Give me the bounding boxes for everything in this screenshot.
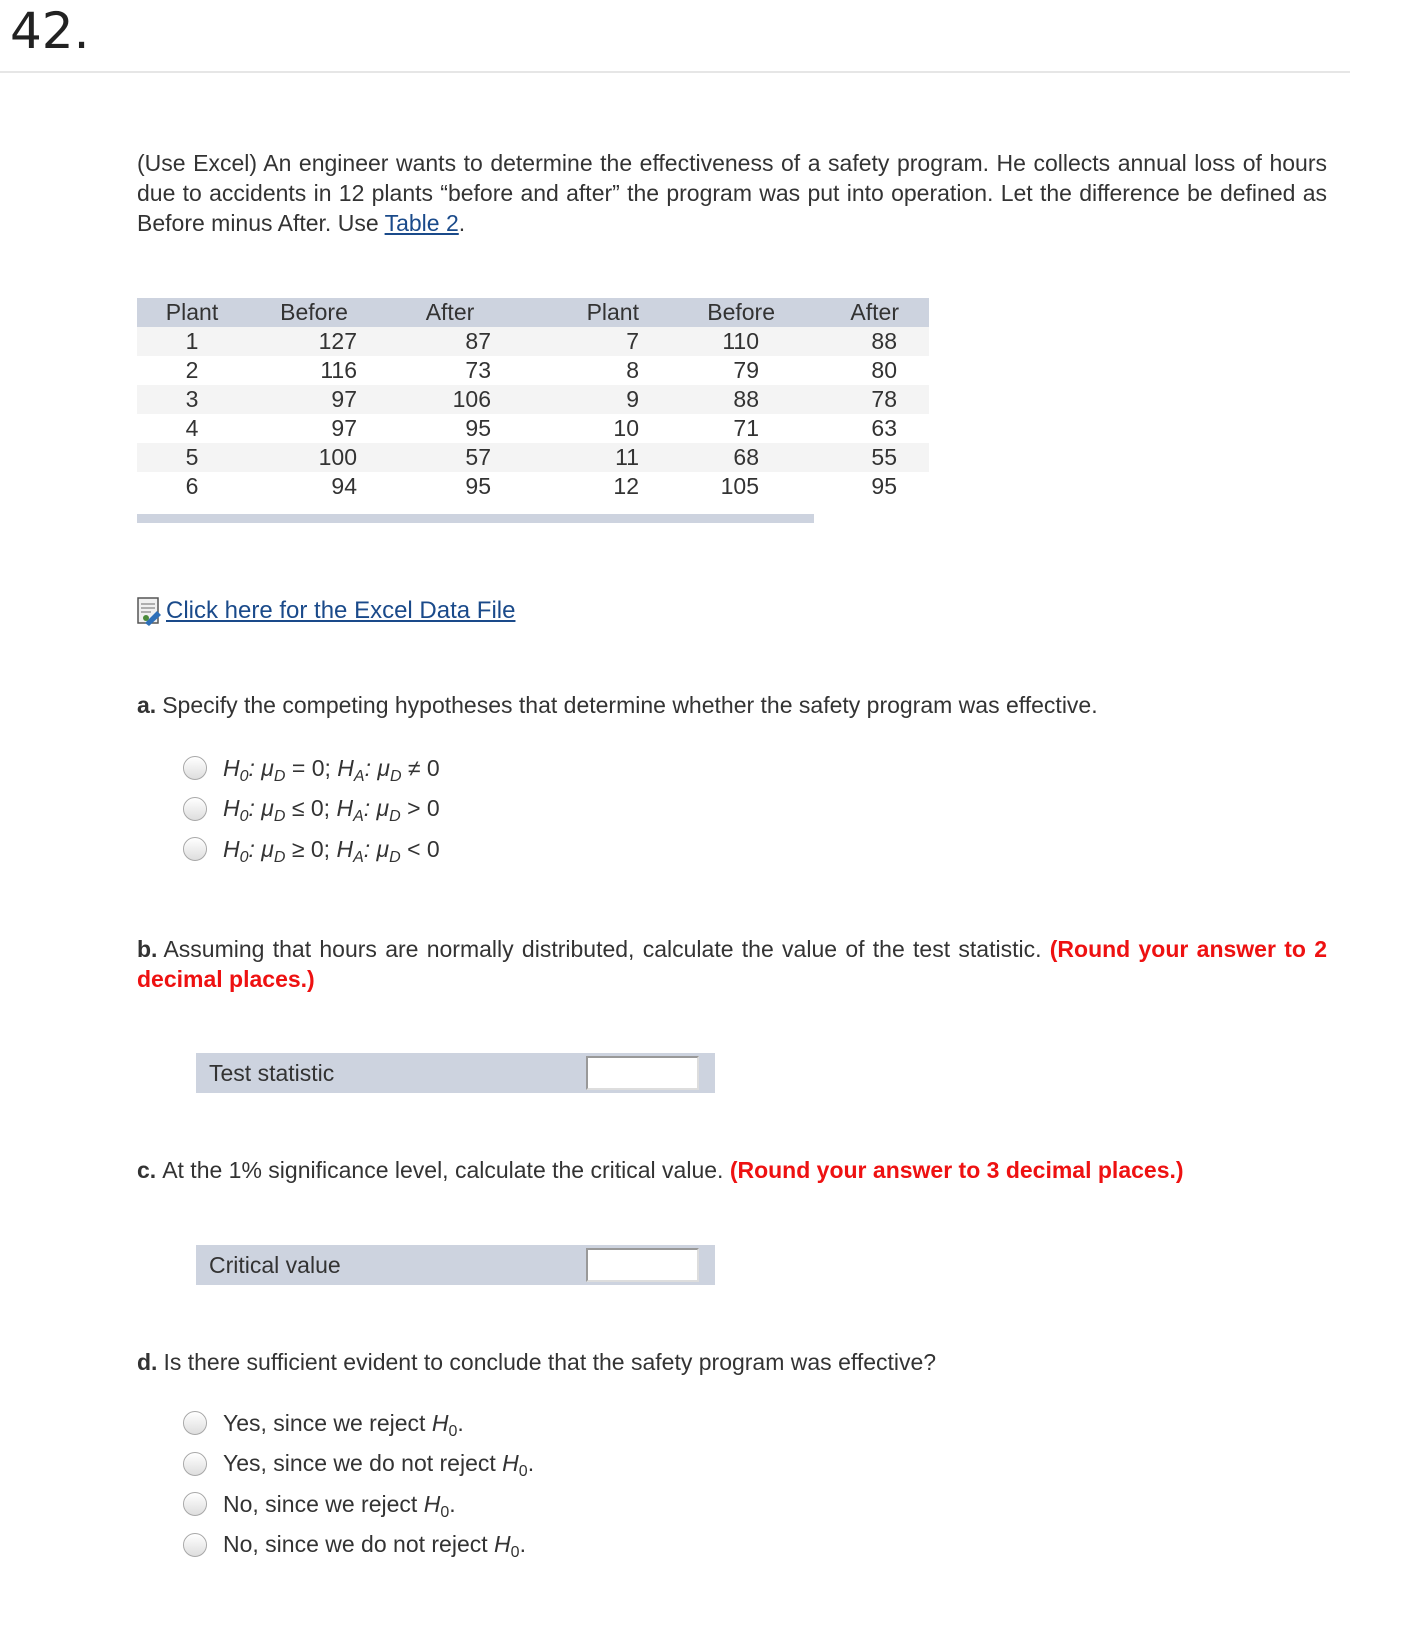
table-2-link[interactable]: Table 2: [384, 210, 459, 236]
mu-symbol: : μ: [364, 754, 390, 781]
table-row: [137, 356, 929, 385]
table-cell: 95: [381, 414, 519, 443]
radio-button[interactable]: [183, 837, 207, 861]
critical-value-input[interactable]: [586, 1248, 699, 1282]
table-cell: 6: [137, 472, 247, 501]
h0-symbol: H: [223, 795, 240, 822]
table-row: [137, 472, 929, 501]
table-cell: 2: [137, 356, 247, 385]
conclusion-text: [223, 1450, 535, 1481]
hypothesis-text: [223, 795, 440, 826]
hypothesis-option[interactable]: [183, 789, 440, 830]
mu-symbol: : μ: [248, 754, 274, 781]
h0-symbol: H: [223, 754, 240, 781]
table-cell: 71: [649, 414, 781, 443]
table-cell: 80: [781, 356, 929, 385]
part-a-prompt: [137, 690, 1327, 720]
h0-subscript: 0: [518, 1463, 528, 1481]
part-b-instruction: (Round your answer to 2 decimal places.): [137, 936, 1327, 992]
radio-button[interactable]: [183, 1533, 207, 1557]
hypothesis-option[interactable]: [183, 748, 440, 789]
radio-button[interactable]: [183, 1411, 207, 1435]
mu-symbol: : μ: [363, 795, 390, 822]
table-cell: 8: [519, 356, 649, 385]
radio-button[interactable]: [183, 1452, 207, 1476]
table-cell: 79: [649, 356, 781, 385]
part-d-prompt: [137, 1347, 1327, 1377]
h0-symbol: H: [494, 1531, 511, 1558]
table-cell: 1: [137, 327, 247, 356]
data-table: [137, 298, 929, 501]
part-b-label: b.: [137, 936, 158, 962]
excel-link-text[interactable]: Click here for the Excel Data File: [166, 597, 516, 624]
table-cell: 88: [781, 327, 929, 356]
mu-subscript: D: [389, 808, 401, 826]
table-row: [137, 414, 929, 443]
h0-subscript: 0: [239, 767, 249, 785]
question-number: 42.: [10, 2, 90, 60]
mu-subscript: D: [273, 848, 286, 866]
table-cell: 7: [519, 327, 649, 356]
h0-subscript: 0: [239, 808, 249, 826]
excel-data-link[interactable]: [137, 596, 515, 626]
part-c-text: At the 1% significance level, calculate the critical value.: [162, 1157, 730, 1183]
table-header: After: [381, 298, 519, 327]
question-intro: [137, 148, 1327, 238]
part-a-options: [183, 748, 440, 870]
ha-value: ≠ 0: [401, 754, 440, 781]
table-header: Plant: [519, 298, 649, 327]
table-header: Plant: [137, 298, 247, 327]
ha-subscript: A: [353, 767, 365, 785]
hypothesis-text: [223, 754, 440, 785]
conclusion-text: [223, 1531, 526, 1562]
table-cell: 116: [247, 356, 381, 385]
h0-value: = 0;: [285, 754, 338, 781]
part-b-text: Assuming that hours are normally distributed, calculate the value of the test statistic.: [163, 936, 1050, 962]
conclusion-option[interactable]: [183, 1484, 534, 1525]
conclusion-text: [223, 1409, 464, 1440]
h0-symbol: H: [223, 835, 240, 862]
ha-value: < 0: [400, 835, 440, 862]
table-header: Before: [247, 298, 381, 327]
period: .: [519, 1531, 526, 1558]
mu-symbol: : μ: [248, 795, 274, 822]
excel-file-icon: [137, 596, 163, 626]
radio-button[interactable]: [183, 756, 207, 780]
intro-end: .: [458, 210, 466, 236]
table-row: [137, 385, 929, 414]
part-d-options: [183, 1403, 534, 1565]
h0-value: ≥ 0;: [285, 835, 337, 862]
part-c-instruction: (Round your answer to 3 decimal places.): [729, 1157, 1184, 1183]
test-statistic-row: [196, 1053, 715, 1093]
period: .: [449, 1490, 456, 1517]
table-cell: 88: [649, 385, 781, 414]
part-c-label: c.: [137, 1157, 157, 1183]
table-row: [137, 327, 929, 356]
mu-subscript: D: [273, 808, 286, 826]
conclusion-label: No, since we reject: [223, 1490, 424, 1517]
intro-text: (Use Excel) An engineer wants to determine the effectiveness of a safety program. He collects annual loss of hours due to accidents in 12 plants “before and after” the program was put into operation. Let the difference be defined as Before minus After. Use: [137, 150, 1327, 236]
table-cell: 73: [381, 356, 519, 385]
ha-symbol: H: [336, 795, 354, 822]
mu-symbol: : μ: [248, 835, 274, 862]
mu-symbol: : μ: [363, 835, 390, 862]
table-header: After: [781, 298, 929, 327]
ha-subscript: A: [353, 808, 364, 826]
h0-value: ≤ 0;: [285, 795, 337, 822]
conclusion-text: [223, 1490, 456, 1521]
table-header: Before: [649, 298, 781, 327]
conclusion-option[interactable]: [183, 1525, 534, 1566]
h0-subscript: 0: [510, 1544, 520, 1562]
period: .: [457, 1409, 464, 1436]
mu-subscript: D: [389, 767, 402, 785]
critical-value-label: Critical value: [209, 1251, 341, 1278]
table-cell: 5: [137, 443, 247, 472]
table-cell: 105: [649, 472, 781, 501]
table-cell: 9: [519, 385, 649, 414]
conclusion-label: Yes, since we reject: [223, 1409, 432, 1436]
h0-subscript: 0: [239, 848, 249, 866]
radio-button[interactable]: [183, 797, 207, 821]
table-cell: 95: [781, 472, 929, 501]
conclusion-label: Yes, since we do not reject: [223, 1450, 503, 1477]
table-cell: 97: [247, 385, 381, 414]
table-cell: 68: [649, 443, 781, 472]
part-d-label: d.: [137, 1349, 158, 1375]
part-a-label: a.: [137, 692, 157, 718]
mu-subscript: D: [273, 767, 286, 785]
table-cell: 106: [381, 385, 519, 414]
table-row: [137, 443, 929, 472]
table-cell: 63: [781, 414, 929, 443]
part-c-prompt: [137, 1155, 1327, 1185]
table-cell: 97: [247, 414, 381, 443]
h0-symbol: H: [431, 1409, 449, 1436]
test-statistic-label: Test statistic: [209, 1059, 335, 1086]
table-cell: 3: [137, 385, 247, 414]
table-cell: 127: [247, 327, 381, 356]
table-cell: 4: [137, 414, 247, 443]
h0-subscript: 0: [448, 1422, 458, 1440]
hypothesis-text: [223, 835, 440, 866]
table-cell: 57: [381, 443, 519, 472]
divider: [0, 71, 1350, 73]
table-cell: 94: [247, 472, 381, 501]
table-footer-bar: [137, 514, 814, 523]
table-cell: 11: [519, 443, 649, 472]
table-cell: 87: [381, 327, 519, 356]
conclusion-label: No, since we do not reject: [223, 1531, 495, 1558]
conclusion-option[interactable]: [183, 1403, 534, 1444]
ha-symbol: H: [337, 754, 354, 781]
part-a-text: Specify the competing hypotheses that determine whether the safety program was effective.: [162, 692, 1098, 718]
ha-value: > 0: [400, 795, 440, 822]
table-cell: 12: [519, 472, 649, 501]
table-cell: 10: [519, 414, 649, 443]
part-b-prompt: [137, 934, 1327, 994]
table-cell: 110: [649, 327, 781, 356]
table-cell: 95: [381, 472, 519, 501]
critical-value-row: [196, 1245, 715, 1285]
mu-subscript: D: [389, 848, 401, 866]
table-cell: 100: [247, 443, 381, 472]
conclusion-option[interactable]: [183, 1444, 534, 1485]
test-statistic-input[interactable]: [586, 1056, 699, 1090]
h0-symbol: H: [423, 1490, 441, 1517]
table-cell: 55: [781, 443, 929, 472]
table-cell: 78: [781, 385, 929, 414]
table-header-row: [137, 298, 929, 327]
hypothesis-option[interactable]: [183, 829, 440, 870]
radio-button[interactable]: [183, 1492, 207, 1516]
h0-symbol: H: [502, 1450, 519, 1477]
part-d-text: Is there sufficient evident to conclude that the safety program was effective?: [163, 1349, 937, 1375]
period: .: [527, 1450, 535, 1477]
h0-subscript: 0: [440, 1503, 450, 1521]
ha-symbol: H: [336, 835, 354, 862]
ha-subscript: A: [353, 848, 364, 866]
